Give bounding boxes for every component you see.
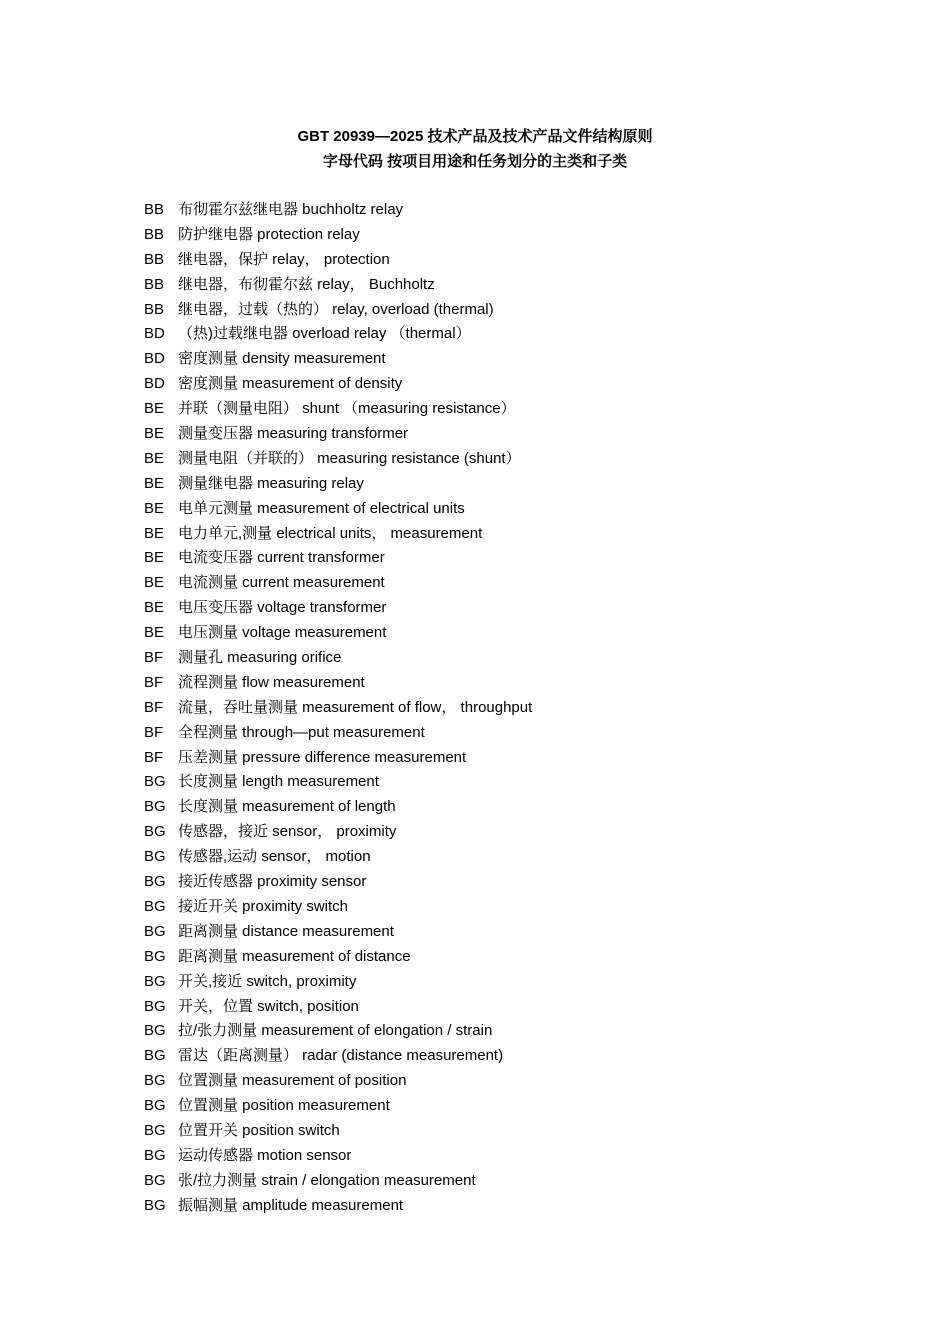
entry-code: BG	[144, 1121, 166, 1139]
entry-term: 电力单元,测量 electrical units， measurement	[178, 524, 483, 542]
entry-term: 开关，位置 switch, position	[178, 997, 359, 1015]
entry-term: 振幅测量 amplitude measurement	[178, 1196, 404, 1214]
entry-code: BG	[144, 773, 166, 791]
list-item	[144, 571, 864, 596]
entry-term: 电压测量 voltage measurement	[178, 624, 387, 642]
entry-term: 流量，吞吐量测量 measurement of flow， throughput	[178, 698, 533, 716]
entry-code: BG	[144, 1196, 166, 1214]
list-item	[144, 1144, 864, 1169]
entry-code: BG	[144, 972, 166, 990]
entry-code: BD	[144, 325, 165, 343]
entry-term: 位置测量 measurement of position	[178, 1072, 407, 1090]
entry-code: BE	[144, 524, 165, 542]
list-item	[144, 1194, 864, 1219]
entry-term: 传感器，接近 sensor， proximity	[178, 823, 397, 841]
entry-code: BD	[144, 375, 165, 393]
list-item	[144, 248, 864, 273]
entry-term: 电流变压器 current transformer	[178, 549, 385, 567]
list-item	[144, 422, 864, 447]
list-item	[144, 995, 864, 1020]
entry-code: BG	[144, 1097, 166, 1115]
entry-code: BB	[144, 250, 165, 268]
entry-term: 张/拉力测量 strain / elongation measurement	[178, 1171, 476, 1189]
entry-term: 防护继电器 protection relay	[178, 225, 360, 243]
entry-term: 继电器，保护 relay， protection	[178, 250, 390, 268]
entry-term: （热)过载继电器 overload relay （thermal）	[178, 325, 471, 343]
list-item	[144, 945, 864, 970]
entry-code: BE	[144, 474, 165, 492]
list-item	[144, 522, 864, 547]
entry-term: 传感器,运动 sensor， motion	[178, 848, 371, 866]
entry-term: 密度测量 measurement of density	[178, 375, 403, 393]
entry-term: 布彻霍尔兹继电器 buchholtz relay	[178, 201, 404, 218]
entry-term: 开关,接近 switch, proximity	[178, 972, 357, 990]
entry-code: BF	[144, 673, 164, 691]
entry-term: 电压变压器 voltage transformer	[178, 599, 387, 617]
entry-term: 距离测量 distance measurement	[178, 922, 394, 940]
entry-term: 电流测量 current measurement	[178, 574, 385, 592]
list-item	[144, 198, 864, 223]
list-item	[144, 1069, 864, 1094]
list-item	[144, 920, 864, 945]
entry-term: 运动传感器 motion sensor	[178, 1146, 352, 1164]
entry-code: BD	[144, 350, 165, 368]
list-item	[144, 1119, 864, 1144]
list-item	[144, 472, 864, 497]
entry-code: BB	[144, 201, 165, 218]
entry-term: 雷达（距离测量） radar (distance measurement)	[178, 1047, 504, 1065]
entry-code: BB	[144, 225, 165, 243]
list-item	[144, 546, 864, 571]
entry-term: 测量电阻（并联的） measuring resistance (shunt）	[178, 449, 521, 467]
entry-code: BG	[144, 897, 166, 915]
entry-code: BB	[144, 275, 165, 293]
entry-term: 长度测量 length measurement	[178, 773, 379, 791]
list-item	[144, 696, 864, 721]
entry-code: BG	[144, 798, 166, 816]
list-item	[144, 273, 864, 298]
list-item	[144, 795, 864, 820]
list-item	[144, 223, 864, 248]
list-item	[144, 746, 864, 771]
title-line-1: GBT 20939—2025 技术产品及技术产品文件结构原则	[297, 128, 653, 145]
entry-code: BE	[144, 449, 165, 467]
entry-code: BG	[144, 997, 166, 1015]
entry-code: BG	[144, 1047, 166, 1065]
list-item	[144, 646, 864, 671]
title-line-2: 字母代码 按项目用途和任务划分的主类和子类	[322, 153, 628, 170]
entry-code: BF	[144, 649, 164, 667]
list-item	[144, 298, 864, 323]
list-item	[144, 596, 864, 621]
entry-code: BG	[144, 823, 166, 841]
list-item	[144, 1044, 864, 1069]
list-item	[144, 770, 864, 795]
list-item	[144, 970, 864, 995]
entry-term: 测量孔 measuring orifice	[178, 649, 342, 667]
entry-code: BG	[144, 1146, 166, 1164]
entry-term: 全程测量 through—put measurement	[178, 723, 425, 741]
entry-code: BB	[144, 300, 165, 318]
entry-code: BG	[144, 947, 166, 965]
entry-code: BE	[144, 549, 165, 567]
entry-code: BE	[144, 624, 165, 642]
entry-code: BG	[144, 1022, 166, 1040]
entry-term: 位置测量 position measurement	[178, 1097, 390, 1115]
entry-code: BG	[144, 873, 166, 891]
entry-term: 流程测量 flow measurement	[178, 673, 365, 691]
list-item	[144, 372, 864, 397]
entry-term: 继电器，布彻霍尔兹 relay， Buchholtz	[178, 275, 435, 293]
entry-term: 电单元测量 measurement of electrical units	[178, 499, 465, 517]
list-item	[144, 721, 864, 746]
entry-term: 距离测量 measurement of distance	[178, 947, 411, 965]
entry-code: BE	[144, 400, 165, 418]
entry-term: 接近开关 proximity switch	[178, 897, 349, 915]
list-item	[144, 895, 864, 920]
document-title	[0, 124, 950, 174]
entry-code: BF	[144, 748, 164, 766]
list-item	[144, 1019, 864, 1044]
entry-term: 位置开关 position switch	[178, 1121, 340, 1139]
list-item	[144, 322, 864, 347]
list-item	[144, 870, 864, 895]
entry-code: BE	[144, 599, 165, 617]
entry-code: BE	[144, 574, 165, 592]
list-item	[144, 845, 864, 870]
entry-code: BF	[144, 723, 164, 741]
entry-code: BG	[144, 1072, 166, 1090]
list-item	[144, 447, 864, 472]
entry-term: 测量变压器 measuring transformer	[178, 425, 409, 443]
entry-term: 压差测量 pressure difference measurement	[178, 748, 467, 766]
entry-term: 测量继电器 measuring relay	[178, 474, 364, 492]
entry-term: 继电器，过载（热的） relay, overload (thermal)	[178, 300, 494, 318]
list-item	[144, 671, 864, 696]
list-item	[144, 347, 864, 372]
code-entry-list	[144, 198, 864, 1219]
entry-term: 接近传感器 proximity sensor	[178, 873, 367, 891]
list-item	[144, 820, 864, 845]
list-item	[144, 497, 864, 522]
list-item	[144, 1169, 864, 1194]
entry-term: 拉/张力测量 measurement of elongation / strain	[178, 1022, 493, 1040]
entry-code: BG	[144, 922, 166, 940]
list-item	[144, 621, 864, 646]
entry-code: BE	[144, 499, 165, 517]
entry-term: 并联（测量电阻） shunt （measuring resistance）	[178, 400, 516, 418]
entry-code: BG	[144, 1171, 166, 1189]
entry-term: 密度测量 density measurement	[178, 350, 386, 368]
entry-code: BF	[144, 698, 164, 716]
entry-code: BG	[144, 848, 166, 866]
list-item	[144, 397, 864, 422]
entry-code: BE	[144, 425, 165, 443]
list-item	[144, 1094, 864, 1119]
entry-term: 长度测量 measurement of length	[178, 798, 396, 816]
